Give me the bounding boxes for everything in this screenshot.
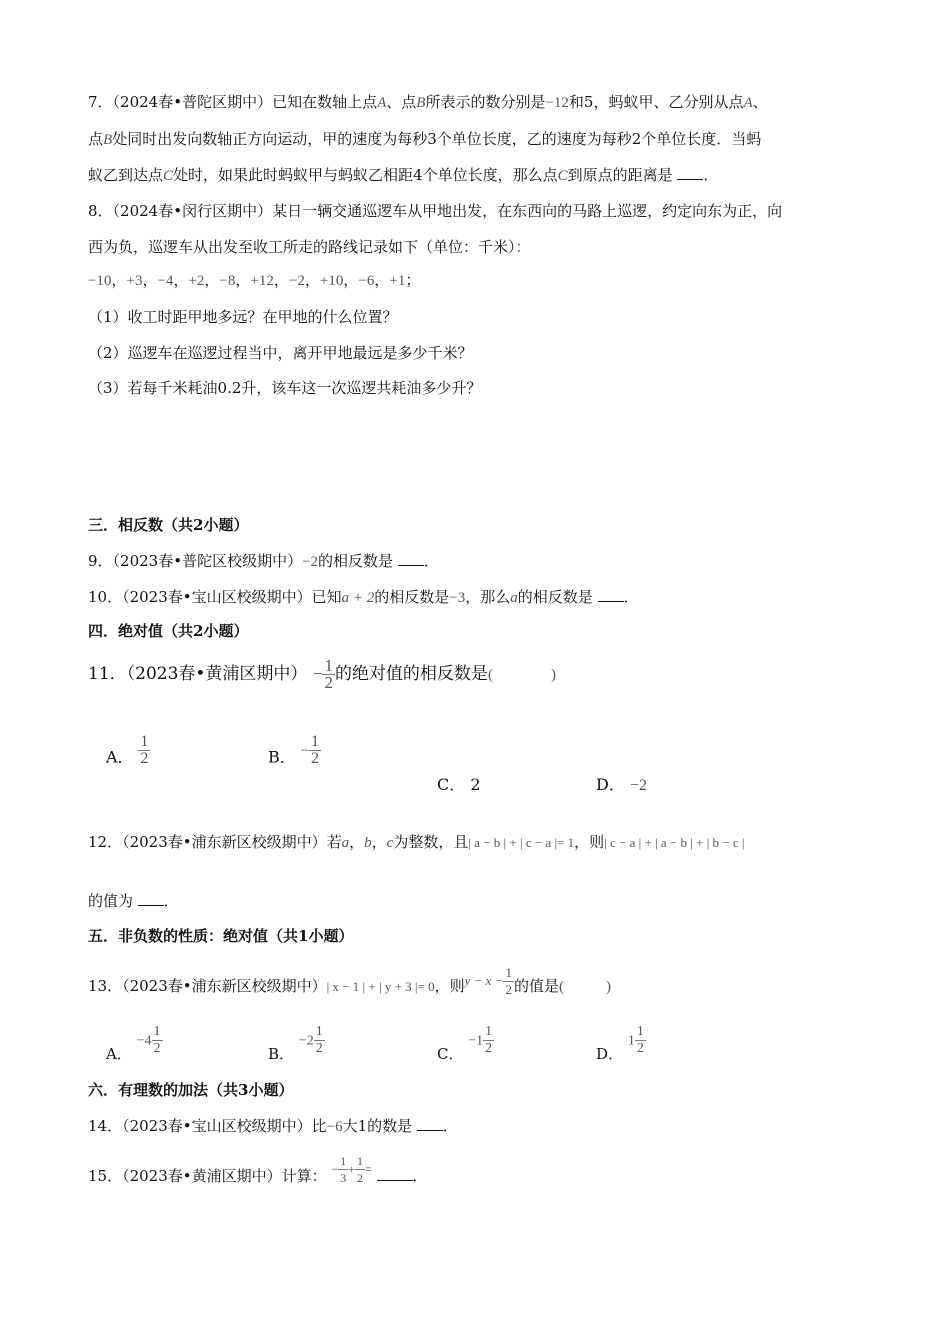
numerator: 1 [153,1024,161,1039]
paren: ) [606,979,611,995]
fraction [635,1024,646,1057]
math-minus: − [300,742,310,759]
text: 的绝对值的相反数是 [334,664,488,684]
text: （2）巡逻车在巡逻过程当中，离开甲地最远是多少千米？ [88,344,473,362]
text: ． [412,1167,428,1185]
q13 [88,966,611,1007]
paren: ( [487,667,493,683]
denominator: 2 [311,750,320,767]
numerator: 1 [340,1154,347,1168]
text: 8．（2024春•闵行区期中）某日一辆交通巡逻车从甲地出发，在东西向的马路上巡逻，约定向东为正，向 [88,202,783,220]
separator: ， [142,271,158,289]
math-var: C [163,168,174,184]
numerator: 1 [485,1024,493,1039]
section-heading-3: 三．相反数（共2小题） [88,516,249,534]
separator: ， [173,271,189,289]
fraction [314,1024,325,1057]
record-value: +2 [188,273,205,289]
math-var: a [510,590,518,606]
q8-line1 [88,201,782,221]
text: 所表示的数分别是 [425,93,546,111]
q13-option-d[interactable] [596,1024,646,1063]
math-number: −3 [449,590,466,606]
math-expr: | x − 1 | + | y + 3 |= 0 [326,979,435,994]
math-var: B [416,95,426,111]
text: 、点 [386,93,417,111]
q11-option-a[interactable] [106,733,150,775]
fraction [309,734,321,767]
q11-option-b[interactable] [268,733,321,775]
text: 13．（2023春•浦东新区校级期中） [88,977,327,995]
text: 处时，如果此时蚂蚁甲与蚂蚁乙相距4个单位长度，那么点 [173,166,558,184]
text: ， [349,833,365,851]
q11-option-c[interactable] [437,772,481,795]
separator: ， [273,271,289,289]
fraction [152,1024,163,1057]
math-plus: + [348,1162,355,1176]
record-value: −2 [288,273,305,289]
denominator: 2 [315,1041,323,1056]
math-var: a [341,835,350,851]
text: ，则 [574,833,605,851]
q13-option-a[interactable] [106,1024,163,1063]
denominator: 2 [324,673,333,692]
math-expr: a + 2 [341,590,375,606]
q7-line3 [88,165,718,186]
answer-blank[interactable] [417,1116,443,1131]
q8-sub3 [88,378,481,398]
text: ， [371,833,387,851]
math-expr: y − x − [464,973,504,988]
q13-option-c[interactable] [437,1024,494,1063]
text: 12．（2023春•浦东新区校级期中）若 [88,833,342,851]
text: 的值为 [88,892,134,910]
denominator: 2 [505,981,512,997]
fraction [322,658,335,691]
q14 [88,1116,458,1137]
fraction [503,965,514,998]
mixed-whole: 1 [627,1033,635,1049]
math-var: B [103,132,113,148]
answer-blank[interactable] [398,551,424,566]
numerator: 1 [140,733,149,750]
text: 处同时出发向数轴正方向运动，甲的速度为每秒3个单位长度，乙的速度为每秒2个单位长度．当蚂 [112,130,762,148]
answer-blank[interactable] [677,165,703,180]
text: ． [703,166,719,184]
text: 为整数，且 [393,833,469,851]
text: 11．（2023春•黄浦区期中） [88,664,308,684]
record-value: +1 [389,273,406,289]
text: ． [423,552,439,570]
denominator: 2 [356,1171,363,1185]
q8-sub2 [88,343,473,363]
paren: ) [550,667,556,683]
numerator: 1 [315,1024,323,1039]
option-value: 2 [470,775,481,794]
text: 西为负，巡逻车从出发至收工所走的路线记录如下（单位：千米） [88,238,516,256]
text: 的值是 [513,977,559,995]
answer-blank[interactable] [377,1166,413,1181]
text: 7．（2024春•普陀区期中）已知在数轴上点 [88,93,378,111]
denominator: 2 [153,1041,161,1056]
text: 和5，蚂蚁甲、乙分别从点 [568,93,744,111]
mixed-whole: −2 [298,1033,314,1049]
math-var: b [364,835,372,851]
section-heading-6: 六．有理数的加法（共3小题） [88,1081,294,1099]
text: 大1的数是 [342,1117,413,1135]
numerator: 1 [356,1154,363,1168]
q8-records [88,270,420,291]
text: ． [163,892,179,910]
text: （3）若每千米耗油0.2升，该车这一次巡逻共耗油多少升？ [88,379,482,397]
text: ． [623,588,639,606]
numerator: 1 [505,964,512,980]
separator: ； [405,271,421,289]
math-minus: − [331,1162,339,1176]
fraction [138,734,150,767]
numerator: 1 [636,1024,644,1039]
numerator: 1 [311,733,320,750]
text: 到原点的距离是 [567,166,673,184]
text: 15．（2023春•黄浦区期中）计算： [88,1167,327,1185]
math-var: A [377,95,387,111]
paren: ( [559,979,564,995]
fraction [338,1153,348,1186]
q15 [88,1156,428,1197]
math-expr: | a − b | + | c − a |= 1 [468,835,575,850]
option-label: B． [268,1044,295,1063]
q12-line2 [88,891,179,911]
q11-option-d[interactable] [596,772,647,795]
option-label: A． [106,747,134,767]
q7-line1 [88,92,768,113]
fraction [483,1024,494,1057]
answer-blank[interactable] [138,891,164,906]
separator: ， [343,271,359,289]
option-label: D． [596,775,625,794]
text: 10．（2023春•宝山区校级期中）已知 [88,588,342,606]
record-value: −4 [157,273,174,289]
mixed-whole: −4 [136,1033,152,1049]
q11 [88,656,556,693]
separator: ， [111,271,127,289]
denominator: 2 [636,1041,644,1056]
text: 的相反数是 [517,588,593,606]
text: ，则 [434,977,465,995]
text: 的相反数是 [318,552,394,570]
q9 [88,551,439,572]
q12-line1 [88,832,745,853]
option-label: C． [437,775,466,794]
option-value: −2 [629,777,647,794]
section-heading-4: 四．绝对值（共2小题） [88,622,249,640]
denominator: 3 [340,1171,347,1185]
option-label: B． [268,747,296,767]
denominator: 2 [140,750,149,767]
q13-option-b[interactable] [268,1024,325,1063]
math-number: −12 [545,95,569,111]
answer-blank[interactable] [598,587,624,602]
math-var: C [557,168,568,184]
q10 [88,587,639,608]
mixed-whole: −1 [468,1033,484,1049]
option-label: A． [106,1044,132,1063]
record-value: +10 [319,273,344,289]
section-heading-5: 五．非负数的性质：绝对值（共1小题） [88,927,354,945]
text: 点 [88,130,104,148]
math-expr [331,1149,371,1189]
q7-line2 [88,129,761,150]
text: 9．（2023春•普陀区校级期中） [88,552,303,570]
text: ： [515,240,531,256]
text: 的相反数是 [374,588,450,606]
numerator: 1 [324,656,333,675]
record-value: +12 [250,273,274,289]
option-label: C． [437,1044,464,1063]
math-equals: = [364,1162,372,1176]
separator: ， [374,271,390,289]
separator: ， [235,271,251,289]
record-value: −8 [219,273,236,289]
separator: ， [304,271,320,289]
separator: ， [204,271,220,289]
text: 14．（2023春•宝山区校级期中）比 [88,1117,327,1135]
text: （1）收工时距甲地多远？在甲地的什么位置？ [88,308,398,326]
math-minus: − [312,664,323,683]
record-value: −10 [88,273,112,289]
text: 蚁乙到达点 [88,166,164,184]
math-var: c [386,835,394,851]
record-value: −6 [358,273,375,289]
text: ，那么 [465,588,511,606]
math-number: −2 [302,554,319,570]
q8-sub1 [88,307,398,327]
fraction [355,1153,365,1186]
math-expr: | c − a | + | a − b | + | b − c | [604,835,745,850]
text: ． [442,1117,458,1135]
q8-line2 [88,237,531,258]
denominator: 2 [485,1041,493,1056]
record-value: +3 [126,273,143,289]
option-label: D． [596,1044,624,1063]
math-var: A [743,95,753,111]
text: 、 [752,93,768,111]
math-number: −6 [326,1119,343,1135]
